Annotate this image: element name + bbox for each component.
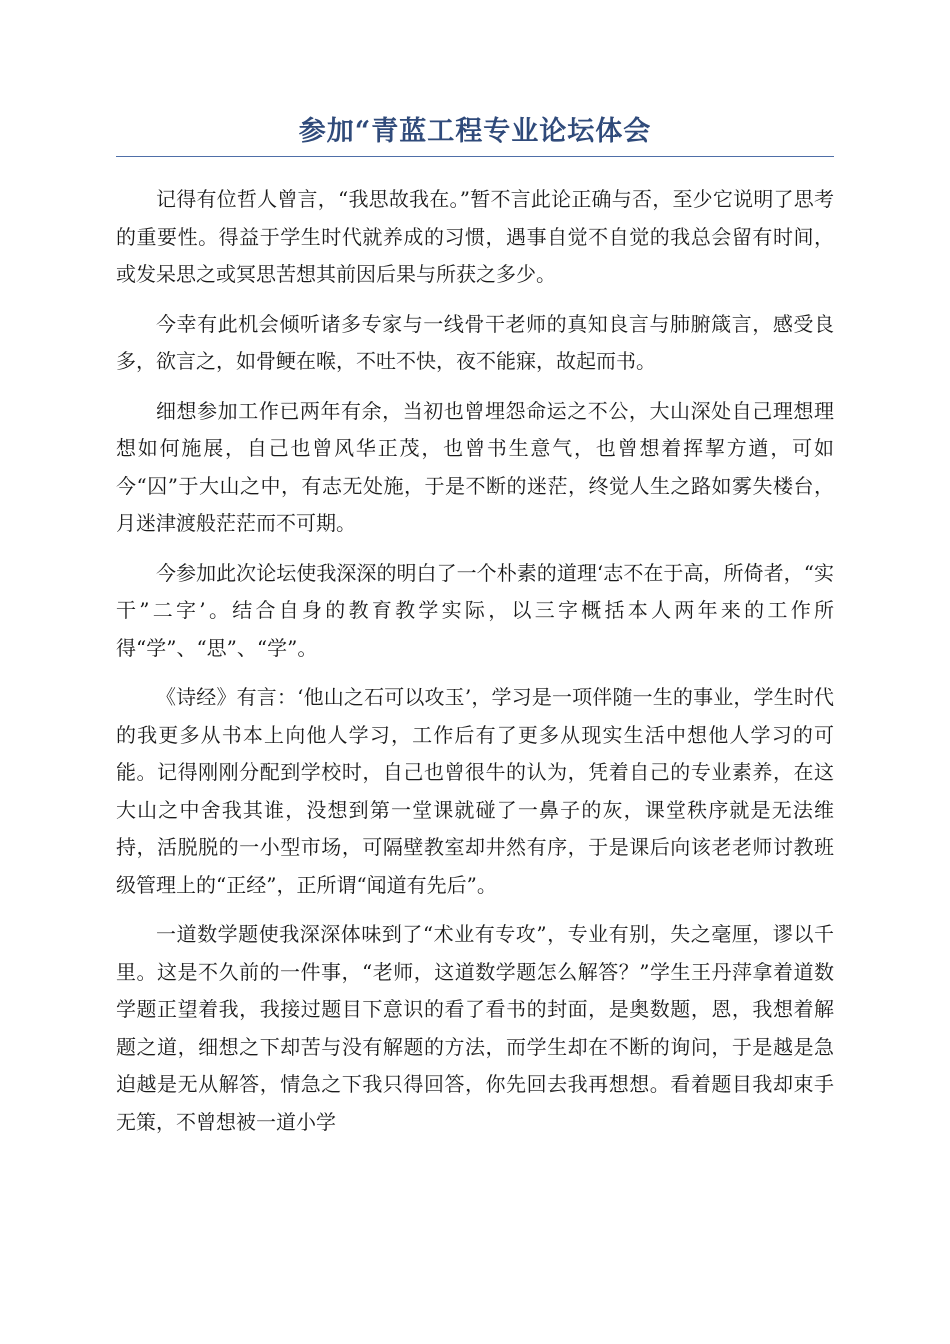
document-page: [116, 112, 834, 1153]
document-body: [116, 181, 834, 1141]
paragraph-6: 一道数学题使我深深体味到了“术业有专攻”，专业有别，失之毫厘，谬以千里。这是不久前的一件事，“老师，这道数学题怎么解答？”学生王丹萍拿着道数学题正望着我，我接过题目下意识的看了看书的封面，是奥数题，恩，我想着解题之道，细想之下却苦与没有解题的方法，而学生却在不断的询问，于是越是急迫越是无从解答，情急之下我只得回答，你先回去我再想想。看着题目我却束手无策，不曾想被一道小学: [116, 922, 834, 1134]
paragraph-4: 今参加此次论坛使我深深的明白了一个朴素的道理‘志不在于高，所倚者，“实干”二字’。结合自身的教育教学实际，以三字概括本人两年来的工作所得“学”、“思”、“学”。: [116, 560, 834, 660]
title-underline: [116, 156, 834, 157]
paragraph-5: 《诗经》有言：‘他山之石可以攻玉’，学习是一项伴随一生的事业，学生时代的我更多从书本上向他人学习，工作后有了更多从现实生活中想他人学习的可能。记得刚刚分配到学校时，自己也曾很牛的认为，凭着自己的专业素养，在这大山之中舍我其谁，没想到第一堂课就碰了一鼻子的灰，课堂秩序就是无法维持，活脱脱的一小型市场，可隔壁教室却井然有序，于是课后向该老老师讨教班级管理上的“正经”，正所谓“闻道有先后”。: [116, 685, 834, 897]
paragraph-1: 记得有位哲人曾言，“我思故我在。”暂不言此论正确与否，至少它说明了思考的重要性。得益于学生时代就养成的习惯，遇事自觉不自觉的我总会留有时间，或发呆思之或冥思苦想其前因后果与所获之多少。: [116, 187, 834, 286]
document-title: 参加“青蓝工程专业论坛体会: [298, 116, 652, 147]
paragraph-2: 今幸有此机会倾听诸多专家与一线骨干老师的真知良言与肺腑箴言，感受良多，欲言之，如骨鲠在喉，不吐不快，夜不能寐，故起而书。: [116, 311, 834, 373]
paragraph-3: 细想参加工作已两年有余，当初也曾埋怨命运之不公，大山深处自己理想理想如何施展，自己也曾风华正茂，也曾书生意气，也曾想着挥挈方遒，可如今“囚”于大山之中，有志无处施，于是不断的迷茫，终觉人生之路如雾失楼台，月迷津渡般茫茫而不可期。: [116, 398, 834, 535]
